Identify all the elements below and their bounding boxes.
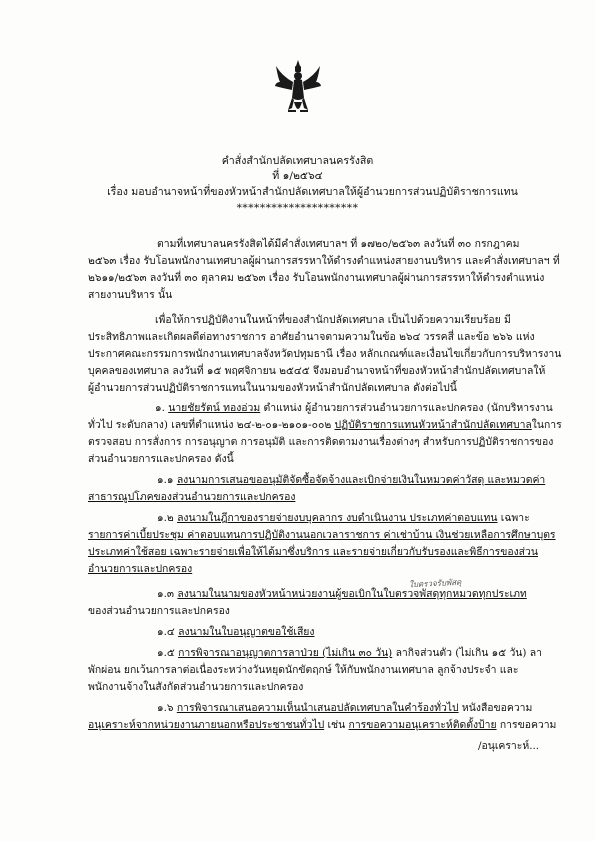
garuda-emblem-icon	[274, 58, 322, 118]
item-1-2-text: ลงนามในฎีกาของรายจ่ายงบบุคลากร งบดำเนินงาน ประเภทค่าตอบแทน	[177, 512, 498, 524]
item-1-6-number: ๑.๖	[157, 702, 174, 714]
item-1-2-number: ๑.๒	[157, 512, 174, 524]
item-1-2-line1	[157, 512, 530, 525]
item-1-2-line3: ประเภทค่าใช้สอย เฉพาะรายจ่ายเพื่อให้ได้มาซึ่งบริการ และรายจ่ายเกี่ยวกับรับรองและพิธีการของส่วน	[88, 546, 538, 558]
section1-number: ๑.	[155, 402, 165, 414]
item-1-5-line2: พักผ่อน ยกเว้นการลาต่อเนื่องระหว่างวันหยุดนักขัตฤกษ์ ให้กับพนักงานเทศบาล ลูกจ้างประจำ และ	[88, 664, 519, 676]
item-1-4-line1	[157, 626, 314, 639]
item-1-6-text: การพิจารณาเสนอความเห็นนำเสนอปลัดเทศบาลในคำร้องทั่วไป	[176, 702, 459, 714]
item-1-4-text: ลงนามในใบอนุญาตขอใช้เสียง	[178, 626, 315, 638]
acting-on-behalf-text: ปฏิบัติราชการแทนหัวหน้าสำนักปลัดเทศบาล	[334, 419, 532, 431]
section1-line4: ส่วนอำนวยการและปกครอง ดังนี้	[88, 453, 234, 465]
item-1-1-line1	[157, 474, 545, 487]
item-1-6-example-label: เช่น	[327, 719, 346, 731]
item-1-3-number: ๑.๓	[157, 588, 175, 600]
para1-line4: สายงานบริหาร นั้น	[88, 289, 173, 301]
section1-line3: ตรวจสอบ การสั่งการ การอนุญาต การอนุมัติ และการติดตามงานเรื่องต่างๆ สำหรับการปฏิบัติราชการของ	[88, 436, 554, 448]
order-subject: เรื่อง มอบอำนาจหน้าที่ของหัวหน้าสำนักปลัดเทศบาลให้ผู้อำนวยการส่วนปฏิบัติราชการแทน	[107, 186, 518, 198]
item-1-5-number: ๑.๕	[157, 647, 175, 659]
section1-position: ตำแหน่ง ผู้อำนวยการส่วนอำนวยการและปกครอง (นักบริหารงาน	[263, 402, 553, 414]
para1-line3: ๒๖๑๑/๒๕๖๓ ลงวันที่ ๓๐ ตุลาคม ๒๕๖๓ เรื่อง รับโอนพนักงานเทศบาลผู้ผ่านการสรรหาให้ดำรงตำแหน่ง	[88, 272, 545, 284]
para2-line2: ประสิทธิภาพและเกิดผลดีต่อทางราชการ อาศัยอำนาจตามความในข้อ ๒๖๔ วรรคสี่ และข้อ ๒๖๖ แห่ง	[88, 331, 535, 343]
delegate-name: นายชัยรัตน์ ทองอ่วม	[168, 402, 261, 414]
continuation-mark: /อนุเคราะห์...	[478, 740, 540, 752]
para1-line1: ตามที่เทศบาลนครรังสิตได้มีคำสั่งเทศบาลฯ ที่ ๑๗๒๐/๒๕๖๓ ลงวันที่ ๓๐ กรกฎาคม	[157, 238, 520, 250]
item-1-2-line2: รายการค่าเบี้ยประชุม ค่าตอบแทนการปฏิบัติงานนอกเวลาราชการ ค่าเช่าบ้าน เงินช่วยเหลือการศึกษาบุตร	[88, 529, 556, 541]
item-1-5-line3: พนักงานจ้างในสังกัดส่วนอำนวยการและปกครอง	[88, 681, 304, 693]
section1-line1	[155, 402, 553, 415]
item-1-6-line1	[157, 702, 532, 715]
item-1-6-end: หนังสือขอความ	[461, 702, 533, 714]
handwritten-note: ใบตรวจรับพัสดุ	[408, 577, 462, 590]
section1-line2	[88, 419, 562, 432]
item-1-5-text: การพิจารณาอนุญาตการลาป่วย (ไม่เกิน ๓๐ วัน)	[178, 647, 393, 659]
item-1-3-line1	[157, 588, 527, 601]
para1-line2: ๒๕๖๓ เรื่อง รับโอนพนักงานเทศบาลผู้ผ่านการสรรหาให้ดำรงตำแหน่งสายงานบริหาร และคำสั่งเทศบาลฯ ที่	[88, 255, 560, 267]
order-number: ที่ ๑/๒๕๖๔	[272, 170, 323, 182]
item-1-5-end: ลากิจส่วนตัว (ไม่เกิน ๑๕ วัน) ลา	[395, 647, 542, 659]
para2-line4: บุคคลของเทศบาล ลงวันที่ ๑๕ พฤศจิกายน ๒๕๔๕ จึงมอบอำนาจหน้าที่ของหัวหน้าสำนักปลัดเทศบาลให้	[88, 365, 546, 377]
order-title: คำสั่งสำนักปลัดเทศบาลนครรังสิต	[221, 155, 374, 167]
item-1-2-end: เฉพาะ	[500, 512, 530, 524]
item-1-4-number: ๑.๔	[157, 626, 175, 638]
item-1-6-line2	[88, 719, 556, 732]
item-1-2-line4: อำนวยการและปกครอง	[88, 563, 193, 575]
item-1-6-source: อนุเคราะห์จากหน่วยงานภายนอกหรือประชาชนทั่วไป	[88, 719, 325, 731]
item-1-5-line1	[157, 647, 542, 660]
item-1-6-example: การขอความอนุเคราะห์ติดตั้งป้าย	[348, 719, 497, 731]
item-1-3-text: ลงนามในนามของหัวหน้าหน่วยงานผู้ขอเบิกในใบตรวจพัสดุทุกหมวดทุกประเภท	[177, 588, 527, 600]
para2-line1: เพื่อให้การปฏิบัติงานในหน้าที่ของสำนักปลัดเทศบาล เป็นไปด้วยความเรียบร้อย มี	[155, 314, 511, 326]
item-1-6-line2-end: การขอความ	[499, 719, 557, 731]
section1-line2-end: ในการ	[531, 419, 562, 431]
header-separator: *********************	[236, 202, 359, 214]
item-1-1-number: ๑.๑	[157, 474, 174, 486]
item-1-1-line2: สาธารณูปโภคของส่วนอำนวยการและปกครอง	[88, 491, 296, 503]
para2-line5: ผู้อำนวยการส่วนปฏิบัติราชการแทนในนามของหัวหน้าสำนักปลัดเทศบาล ดังต่อไปนี้	[88, 382, 457, 394]
item-1-3-line2: ของส่วนอำนวยการและปกครอง	[88, 605, 230, 617]
position-number-text: ทั่วไป ระดับกลาง) เลขที่ตำแหน่ง ๒๔-๒-๐๑-๒๑๐๑-๐๐๒	[88, 419, 332, 431]
para2-line3: ประกาศคณะกรรมการพนักงานเทศบาลจังหวัดปทุมธานี เรื่อง หลักเกณฑ์และเงื่อนไขเกี่ยวกับการบริหารงาน	[88, 348, 562, 360]
item-1-1-text: ลงนามการเสนอขออนุมัติจัดซื้อจัดจ้างและเบิกจ่ายเงินในหมวดค่าวัสดุ และหมวดค่า	[176, 474, 546, 486]
